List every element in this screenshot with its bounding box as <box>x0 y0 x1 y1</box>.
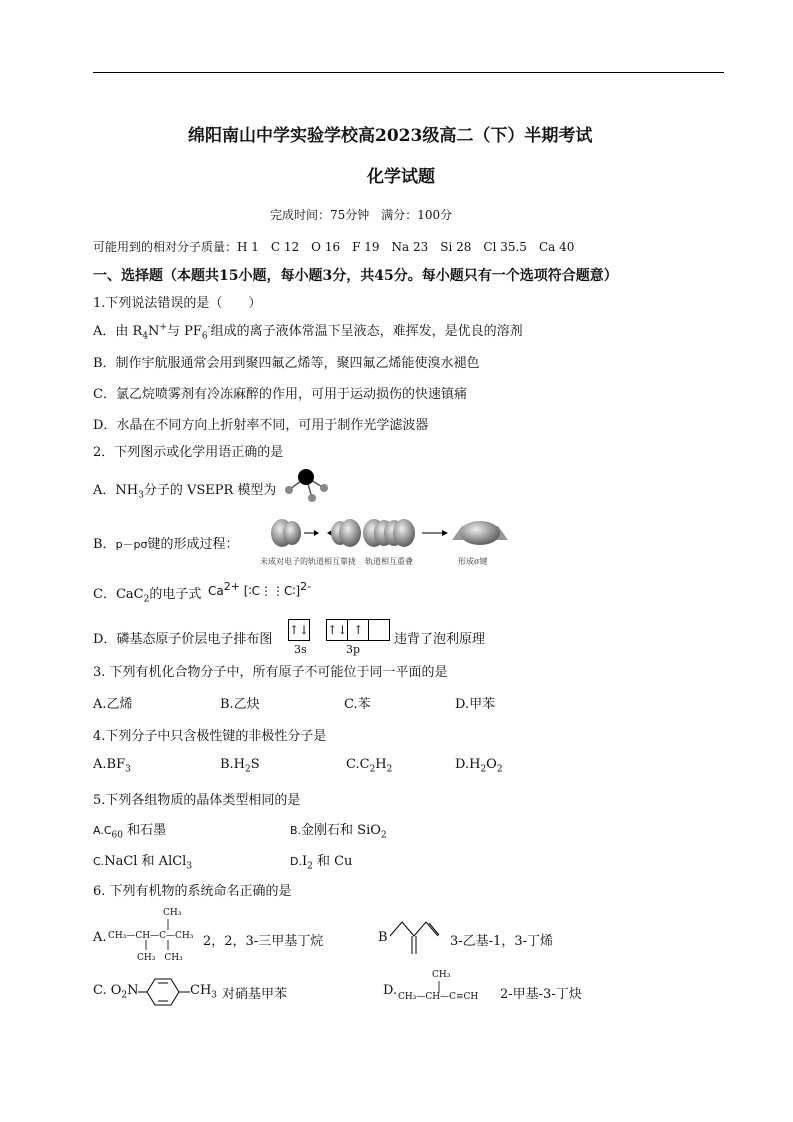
orbital-3s: ↑↓ <box>288 619 310 641</box>
sigma-bond-formation-image <box>262 514 514 552</box>
q6-d-struct-main: CH₃—CH—C≡CH <box>398 992 479 1002</box>
cac2-electron-formula: $Ca^{2+}$ [∶C⋮⋮C∶]$^{2-}$ <box>208 580 312 598</box>
q6-d-struct-top: CH₃ <box>432 970 451 980</box>
q6-b-skeletal-structure <box>388 912 450 956</box>
q6-stem: 6. 下列有机物的系统命名正确的是 <box>93 884 292 899</box>
exam-subtitle: 化学试题 <box>367 167 435 187</box>
q5-option-d: $D.I_2$ 和 Cu <box>290 854 353 872</box>
q3-option-a: A.乙烯 <box>93 697 133 712</box>
q4-stem: 4.下列分子中只含极性键的非极性分子是 <box>93 729 327 744</box>
orbital-3p-3 <box>369 619 390 641</box>
q6-option-c-name: 对硝基甲苯 <box>222 987 288 1002</box>
q2-stem: 2．下列图示或化学用语正确的是 <box>93 445 284 460</box>
q6-option-d-name: 2-甲基-3-丁炔 <box>500 987 582 1002</box>
q6-option-c-ch3: $CH_3$ <box>190 983 218 1001</box>
q1-option-d: D．水晶在不同方向上折射率不同，可用于制作光学滤波器 <box>93 418 429 433</box>
q6-a-struct-top: CH₃ <box>163 908 182 918</box>
orbital-label-3p: 3p <box>346 643 361 656</box>
q6-a-struct-main: CH₃—CH—C—CH₃ <box>108 931 194 941</box>
orbital-3p-2: ↑ <box>348 619 369 641</box>
q3-option-b: B.乙炔 <box>220 697 260 712</box>
orbital-label-3s: 3s <box>294 643 307 656</box>
b-caption-2: 轨道相互重叠 <box>365 557 413 566</box>
q1-option-a: A．由 $R_4N^+$与 $PF_6^-$组成的离子液体常温下呈液态，难挥发，是优良的溶剂 <box>93 322 523 342</box>
orbital-diagram <box>288 619 390 641</box>
q1-stem: 1.下列说法错误的是（ ） <box>93 296 262 311</box>
q2-option-c: C．CaC$_2$的电子式 <box>93 587 202 605</box>
q5-option-b: B.金刚石和 SiO$_2$ <box>290 823 387 841</box>
q1-option-c: C．氯乙烷喷雾剂有冷冻麻醉的作用，可用于运动损伤的快速镇痛 <box>93 387 467 402</box>
q5-option-c: C.NaCl 和 AlCl$_3$ <box>93 854 193 872</box>
section-heading: 一、选择题（本题共15小题，每小题3分，共45分。每小题只有一个选项符合题意） <box>93 268 618 284</box>
q3-stem: 3. 下列有机化合物分子中，所有原子不可能位于同一平面的是 <box>93 665 448 680</box>
nh3-vsepr-model-image <box>282 468 334 504</box>
orbital-3p-1: ↑↓ <box>326 619 348 641</box>
time-info: 完成时间：75分钟 满分：100分 <box>270 208 453 222</box>
q4-option-a: $A.BF_3$ <box>93 757 131 775</box>
q6-option-b-label: B <box>378 930 388 945</box>
q5-option-a: $A.C_{60}$ 和石墨 <box>93 823 167 841</box>
q6-a-struct-bot: CH₃ CH₃ <box>137 953 183 963</box>
atomic-masses: 可能用到的相对分子质量：H 1 C 12 O 16 F 19 Na 23 Si 28 Cl 35.5 Ca 40 <box>93 240 575 254</box>
q6-c-benzene-ring <box>138 974 190 1010</box>
q2-option-d-suffix: 违背了泡利原理 <box>394 632 486 647</box>
q6-a-bonds <box>140 918 180 952</box>
exam-title: 绵阳南山中学实验学校高2023级高二（下）半期考试 <box>188 126 593 146</box>
q6-option-b-name: 3-乙基-1，3-丁烯 <box>450 934 553 949</box>
q2-option-a: A．$NH_3$分子的 VSEPR 模型为 <box>93 483 277 501</box>
q4-option-b: $B.H_2S$ <box>220 757 260 775</box>
q6-option-a-label: A. <box>93 930 107 945</box>
header-rule <box>93 72 724 73</box>
q4-option-c: $C.C_2H_2$ <box>346 757 393 775</box>
q3-option-c: C.苯 <box>344 697 371 712</box>
q6-option-a-name: 2，2，3-三甲基丁烷 <box>203 934 324 949</box>
b-caption-1: 未成对电子的轨道相互靠拢 <box>260 557 356 566</box>
q4-option-d: $D.H_2O_2$ <box>455 757 503 775</box>
q5-stem: 5.下列各组物质的晶体类型相同的是 <box>93 793 301 808</box>
q6-option-d-label: D. <box>383 983 398 998</box>
b-caption-3: 形成σ键 <box>458 557 488 566</box>
q1-option-b: B．制作宇航服通常会用到聚四氟乙烯等，聚四氟乙烯能使溴水褪色 <box>93 356 480 371</box>
q2-option-b: B．p－pσ键的形成过程： <box>93 537 239 552</box>
q2-option-d-prefix: D．磷基态原子价层电子排布图 <box>93 632 273 647</box>
q6-option-c-no2: C. $O_2N$ <box>93 983 139 1001</box>
q3-option-d: D.甲苯 <box>455 697 496 712</box>
